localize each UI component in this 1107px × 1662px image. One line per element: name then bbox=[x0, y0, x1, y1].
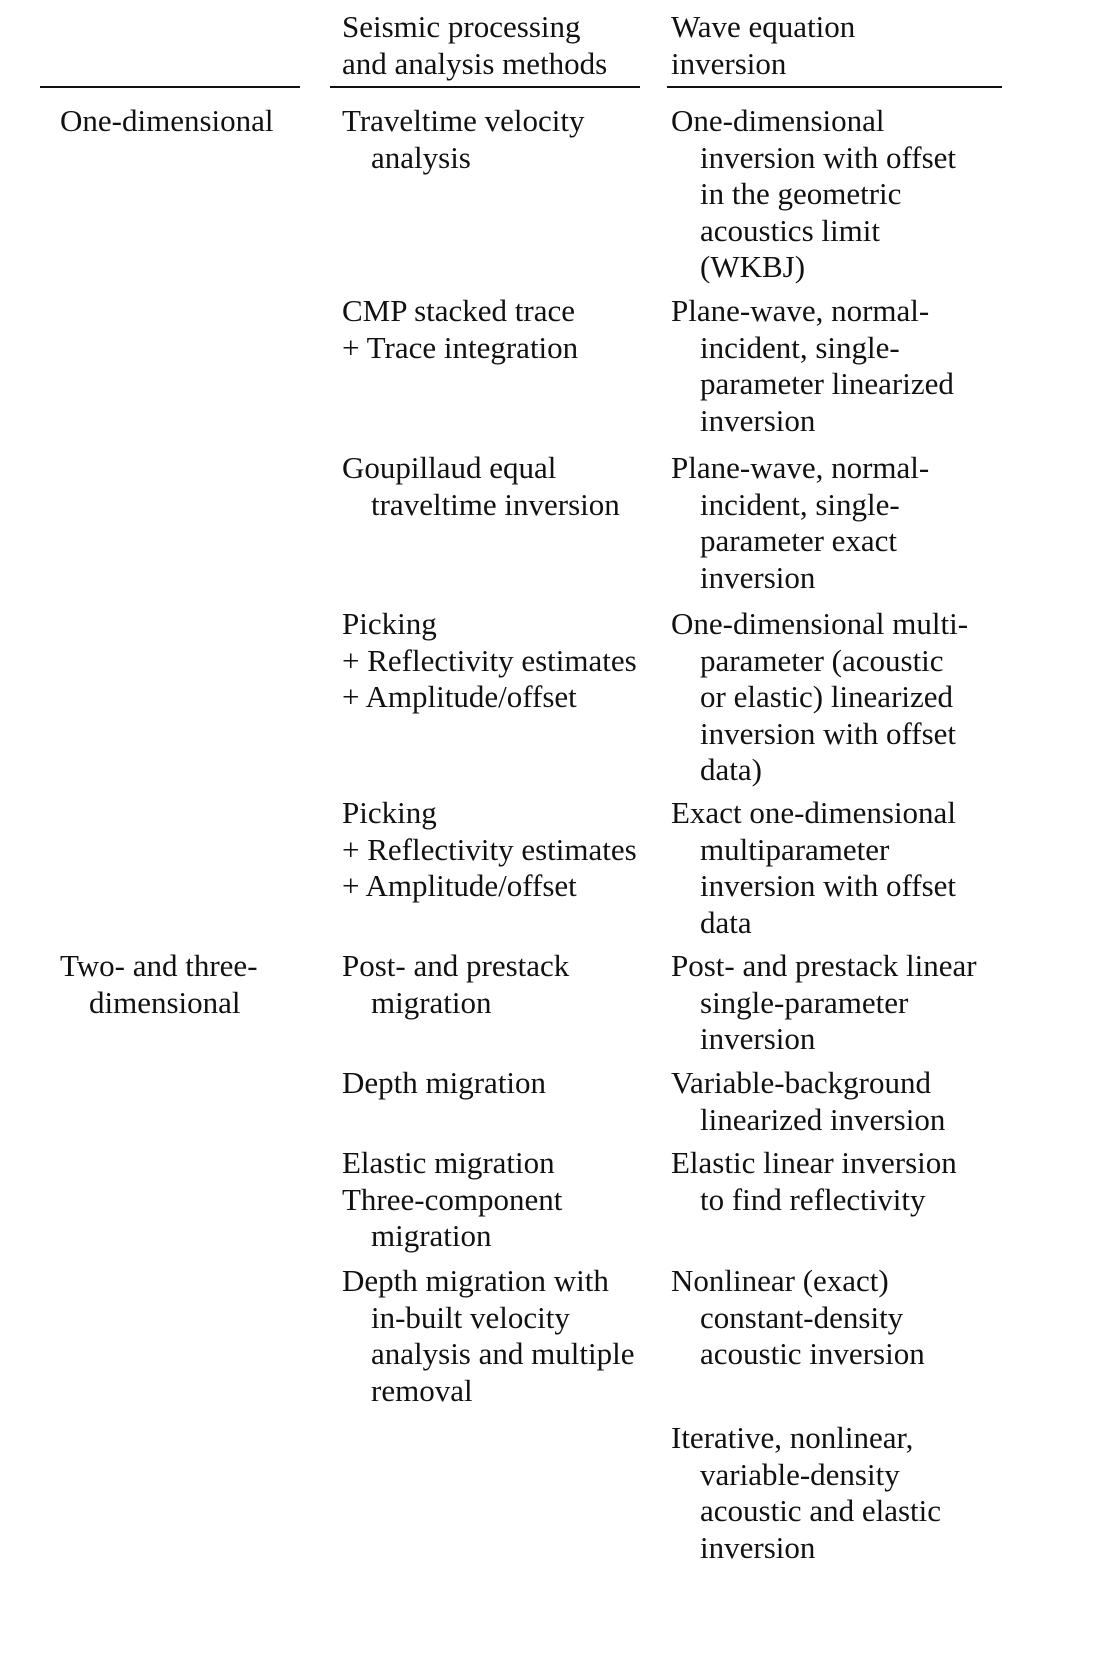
header-line: Seismic processing bbox=[342, 9, 581, 44]
cell-line: analysis bbox=[371, 139, 471, 175]
cell-line: linearized inversion bbox=[700, 1101, 946, 1137]
cell-line: data bbox=[700, 904, 752, 940]
cell-line: migration bbox=[371, 1218, 492, 1253]
cell-line: Plane-wave, normal- bbox=[671, 293, 930, 328]
cell-line: Three-component bbox=[342, 1181, 563, 1217]
cell-line: Picking bbox=[342, 795, 437, 830]
inversion-cell bbox=[671, 450, 929, 596]
cell-line: inversion bbox=[700, 402, 816, 438]
cell-line: inversion bbox=[700, 1529, 816, 1565]
cell-line: Variable-background bbox=[671, 1065, 931, 1100]
cell-line: inversion bbox=[700, 559, 816, 595]
inversion-cell bbox=[671, 795, 956, 941]
cell-line: + Amplitude/offset bbox=[342, 679, 577, 714]
header-rule bbox=[40, 86, 300, 88]
method-cell bbox=[342, 1263, 634, 1409]
cell-line: variable-density bbox=[700, 1456, 900, 1492]
cell-line: data) bbox=[700, 752, 762, 787]
cell-line: One-dimensional bbox=[671, 103, 885, 138]
cell-line: in-built velocity bbox=[371, 1299, 570, 1335]
cell-line: incident, single- bbox=[700, 486, 900, 522]
cell-line: inversion with offset bbox=[700, 868, 957, 903]
cell-line: Elastic linear inversion bbox=[671, 1145, 957, 1180]
dimension-cell bbox=[60, 948, 258, 1021]
cell-line: Plane-wave, normal- bbox=[671, 450, 930, 485]
cell-line: Picking bbox=[342, 606, 437, 641]
cell-line: Depth migration bbox=[342, 1065, 547, 1100]
cell-line: parameter (acoustic bbox=[700, 642, 944, 678]
method-cell bbox=[342, 795, 637, 905]
dimension-cell bbox=[60, 103, 274, 140]
cell-line: Exact one-dimensional bbox=[671, 795, 956, 830]
cell-line: or elastic) linearized bbox=[700, 679, 954, 714]
header-methods bbox=[342, 8, 607, 82]
cell-line: constant-density bbox=[700, 1299, 904, 1335]
cell-line: single-parameter bbox=[700, 984, 909, 1020]
cell-line: parameter exact bbox=[700, 523, 898, 558]
cell-line: incident, single- bbox=[700, 329, 900, 365]
method-cell bbox=[342, 103, 585, 176]
cell-line: (WKBJ) bbox=[700, 249, 806, 284]
inversion-cell bbox=[671, 1420, 941, 1566]
cell-line: + Reflectivity estimates bbox=[342, 831, 637, 867]
cell-line: CMP stacked trace bbox=[342, 293, 575, 328]
cell-line: dimensional bbox=[89, 984, 241, 1020]
cell-line: inversion with offset bbox=[700, 715, 957, 751]
cell-line: Two- and three- bbox=[60, 948, 258, 983]
cell-line: Nonlinear (exact) bbox=[671, 1263, 889, 1298]
cell-line: migration bbox=[371, 984, 492, 1020]
cell-line: analysis and multiple bbox=[371, 1336, 635, 1371]
inversion-cell bbox=[671, 1263, 925, 1373]
method-cell bbox=[342, 1065, 546, 1102]
cell-line: parameter linearized bbox=[700, 366, 954, 401]
inversion-cell bbox=[671, 103, 956, 286]
header-rule bbox=[330, 86, 640, 88]
header-inversion bbox=[671, 8, 855, 82]
inversion-cell bbox=[671, 1145, 957, 1218]
cell-line: acoustic and elastic bbox=[700, 1493, 942, 1528]
cell-line: Depth migration with bbox=[342, 1263, 609, 1298]
cell-line: traveltime inversion bbox=[371, 486, 620, 522]
method-cell bbox=[342, 948, 569, 1021]
cell-line: in the geometric bbox=[700, 176, 902, 211]
cell-line: Elastic migration bbox=[342, 1145, 555, 1180]
header-line: and analysis methods bbox=[342, 46, 608, 81]
cell-line: Post- and prestack linear bbox=[671, 948, 977, 983]
method-cell bbox=[342, 606, 637, 716]
header-line: inversion bbox=[671, 46, 787, 81]
cell-line: Traveltime velocity bbox=[342, 103, 585, 138]
cell-line: to find reflectivity bbox=[700, 1181, 926, 1217]
cell-line: + Reflectivity estimates bbox=[342, 642, 637, 678]
cell-line: inversion with offset bbox=[700, 139, 957, 175]
cell-line: One-dimensional multi- bbox=[671, 606, 969, 641]
cell-line: acoustics limit bbox=[700, 212, 880, 248]
header-line: Wave equation bbox=[671, 9, 856, 44]
cell-line: Goupillaud equal bbox=[342, 450, 557, 485]
inversion-cell bbox=[671, 606, 968, 789]
cell-line: Iterative, nonlinear, bbox=[671, 1420, 914, 1455]
cell-line: acoustic inversion bbox=[700, 1336, 925, 1371]
method-cell bbox=[342, 450, 620, 523]
cell-line: inversion bbox=[700, 1021, 816, 1056]
header-rule bbox=[667, 86, 1002, 88]
inversion-cell bbox=[671, 293, 954, 439]
inversion-cell bbox=[671, 948, 977, 1058]
method-cell bbox=[342, 293, 578, 366]
cell-line: One-dimensional bbox=[60, 103, 274, 138]
cell-line: multiparameter bbox=[700, 831, 890, 867]
cell-line: + Amplitude/offset bbox=[342, 868, 577, 903]
inversion-cell bbox=[671, 1065, 945, 1138]
cell-line: removal bbox=[371, 1372, 473, 1408]
cell-line: + Trace integration bbox=[342, 329, 579, 365]
method-cell bbox=[342, 1145, 562, 1255]
cell-line: Post- and prestack bbox=[342, 948, 570, 983]
